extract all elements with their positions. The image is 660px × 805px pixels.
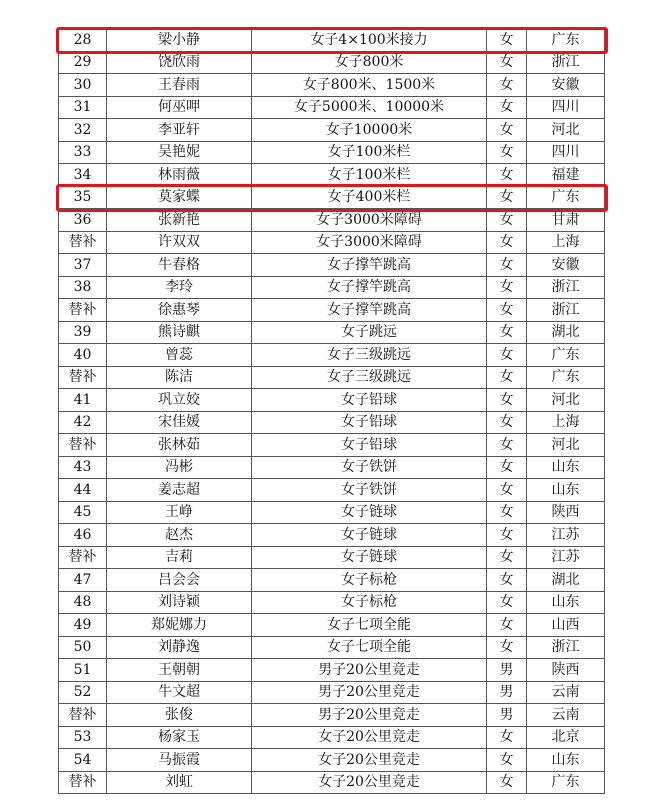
entry-number-cell: 44 [59, 479, 107, 502]
gender-cell: 女 [487, 366, 527, 389]
table-row [59, 96, 605, 119]
province-cell: 广东 [527, 344, 605, 367]
gender-cell: 女 [487, 299, 527, 322]
event-cell: 男子20公里竞走 [252, 704, 487, 727]
gender-cell: 女 [487, 726, 527, 749]
athlete-name-cell: 梁小静 [107, 29, 252, 52]
gender-cell: 女 [487, 29, 527, 52]
province-cell: 广东 [527, 771, 605, 794]
province-cell: 安徽 [527, 74, 605, 97]
gender-cell: 女 [487, 501, 527, 524]
province-cell: 安徽 [527, 254, 605, 277]
table-row [59, 254, 605, 277]
table-row [59, 186, 605, 209]
athlete-name-cell: 李亚轩 [107, 119, 252, 142]
table-row [59, 546, 605, 569]
entry-number-cell: 46 [59, 524, 107, 547]
table-row [59, 636, 605, 659]
gender-cell: 女 [487, 209, 527, 232]
table-row [59, 276, 605, 299]
athlete-name-cell: 姜志超 [107, 479, 252, 502]
athlete-roster-table [58, 28, 605, 794]
event-cell: 女子10000米 [252, 119, 487, 142]
table-row [59, 456, 605, 479]
table-row [59, 501, 605, 524]
event-cell: 女子100米栏 [252, 141, 487, 164]
event-cell: 女子5000米、10000米 [252, 96, 487, 119]
athlete-name-cell: 牛春格 [107, 254, 252, 277]
province-cell: 江苏 [527, 524, 605, 547]
table-row [59, 614, 605, 637]
province-cell: 广东 [527, 366, 605, 389]
gender-cell: 女 [487, 231, 527, 254]
province-cell: 浙江 [527, 636, 605, 659]
entry-number-cell: 32 [59, 119, 107, 142]
gender-cell: 男 [487, 681, 527, 704]
gender-cell: 女 [487, 254, 527, 277]
province-cell: 福建 [527, 164, 605, 187]
athlete-name-cell: 赵杰 [107, 524, 252, 547]
entry-number-cell: 替补 [59, 434, 107, 457]
province-cell: 山西 [527, 614, 605, 637]
province-cell: 浙江 [527, 51, 605, 74]
athlete-name-cell: 张俊 [107, 704, 252, 727]
athlete-name-cell: 刘虹 [107, 771, 252, 794]
event-cell: 女子20公里竞走 [252, 771, 487, 794]
event-cell: 女子400米栏 [252, 186, 487, 209]
province-cell: 广东 [527, 29, 605, 52]
event-cell: 女子撑竿跳高 [252, 254, 487, 277]
athlete-name-cell: 徐惠琴 [107, 299, 252, 322]
entry-number-cell: 34 [59, 164, 107, 187]
table-row [59, 411, 605, 434]
entry-number-cell: 41 [59, 389, 107, 412]
province-cell: 湖北 [527, 569, 605, 592]
gender-cell: 女 [487, 456, 527, 479]
gender-cell: 女 [487, 636, 527, 659]
entry-number-cell: 47 [59, 569, 107, 592]
athlete-name-cell: 牛文超 [107, 681, 252, 704]
event-cell: 女子三级跳远 [252, 366, 487, 389]
table-row [59, 164, 605, 187]
entry-number-cell: 33 [59, 141, 107, 164]
event-cell: 女子铁饼 [252, 479, 487, 502]
table-row [59, 344, 605, 367]
province-cell: 江苏 [527, 546, 605, 569]
province-cell: 山东 [527, 479, 605, 502]
table-row [59, 321, 605, 344]
province-cell: 浙江 [527, 276, 605, 299]
gender-cell: 女 [487, 344, 527, 367]
event-cell: 女子标枪 [252, 569, 487, 592]
gender-cell: 女 [487, 749, 527, 772]
province-cell: 上海 [527, 231, 605, 254]
gender-cell: 男 [487, 659, 527, 682]
event-cell: 女子100米栏 [252, 164, 487, 187]
entry-number-cell: 45 [59, 501, 107, 524]
table-row [59, 389, 605, 412]
athlete-name-cell: 王春雨 [107, 74, 252, 97]
gender-cell: 男 [487, 704, 527, 727]
event-cell: 女子链球 [252, 546, 487, 569]
athlete-name-cell: 曾蕊 [107, 344, 252, 367]
gender-cell: 女 [487, 389, 527, 412]
event-cell: 女子铁饼 [252, 456, 487, 479]
athlete-name-cell: 郑妮娜力 [107, 614, 252, 637]
province-cell: 河北 [527, 389, 605, 412]
athlete-name-cell: 张新艳 [107, 209, 252, 232]
athlete-name-cell: 张林茹 [107, 434, 252, 457]
gender-cell: 女 [487, 96, 527, 119]
province-cell: 浙江 [527, 299, 605, 322]
entry-number-cell: 29 [59, 51, 107, 74]
province-cell: 广东 [527, 186, 605, 209]
event-cell: 女子撑竿跳高 [252, 299, 487, 322]
entry-number-cell: 替补 [59, 231, 107, 254]
athlete-name-cell: 李玲 [107, 276, 252, 299]
gender-cell: 女 [487, 614, 527, 637]
athlete-name-cell: 宋佳媛 [107, 411, 252, 434]
event-cell: 女子20公里竞走 [252, 749, 487, 772]
table-row [59, 299, 605, 322]
gender-cell: 女 [487, 524, 527, 547]
athlete-name-cell: 吴艳妮 [107, 141, 252, 164]
event-cell: 女子铅球 [252, 389, 487, 412]
entry-number-cell: 替补 [59, 546, 107, 569]
province-cell: 山东 [527, 749, 605, 772]
event-cell: 女子七项全能 [252, 614, 487, 637]
entry-number-cell: 38 [59, 276, 107, 299]
event-cell: 女子链球 [252, 524, 487, 547]
table-row [59, 591, 605, 614]
table-row [59, 209, 605, 232]
athlete-name-cell: 林雨薇 [107, 164, 252, 187]
athlete-name-cell: 吕会会 [107, 569, 252, 592]
table-row [59, 659, 605, 682]
table-row [59, 29, 605, 52]
table-row [59, 74, 605, 97]
athlete-name-cell: 马振霞 [107, 749, 252, 772]
roster-body [59, 29, 605, 794]
gender-cell: 女 [487, 591, 527, 614]
gender-cell: 女 [487, 569, 527, 592]
entry-number-cell: 28 [59, 29, 107, 52]
athlete-name-cell: 刘静逸 [107, 636, 252, 659]
province-cell: 北京 [527, 726, 605, 749]
entry-number-cell: 40 [59, 344, 107, 367]
event-cell: 女子铅球 [252, 411, 487, 434]
event-cell: 女子跳远 [252, 321, 487, 344]
event-cell: 女子3000米障碍 [252, 231, 487, 254]
table-row [59, 434, 605, 457]
entry-number-cell: 30 [59, 74, 107, 97]
entry-number-cell: 53 [59, 726, 107, 749]
athlete-name-cell: 陈洁 [107, 366, 252, 389]
event-cell: 女子800米、1500米 [252, 74, 487, 97]
gender-cell: 女 [487, 74, 527, 97]
event-cell: 女子撑竿跳高 [252, 276, 487, 299]
gender-cell: 女 [487, 51, 527, 74]
event-cell: 男子20公里竞走 [252, 659, 487, 682]
province-cell: 陕西 [527, 501, 605, 524]
gender-cell: 女 [487, 186, 527, 209]
athlete-name-cell: 莫家蝶 [107, 186, 252, 209]
athlete-name-cell: 刘诗颖 [107, 591, 252, 614]
entry-number-cell: 49 [59, 614, 107, 637]
table-row [59, 704, 605, 727]
entry-number-cell: 43 [59, 456, 107, 479]
table-row [59, 681, 605, 704]
entry-number-cell: 48 [59, 591, 107, 614]
event-cell: 女子4×100米接力 [252, 29, 487, 52]
table-row [59, 524, 605, 547]
athlete-name-cell: 吉莉 [107, 546, 252, 569]
event-cell: 女子20公里竞走 [252, 726, 487, 749]
athlete-name-cell: 饶欣雨 [107, 51, 252, 74]
province-cell: 河北 [527, 434, 605, 457]
entry-number-cell: 50 [59, 636, 107, 659]
province-cell: 陕西 [527, 659, 605, 682]
entry-number-cell: 42 [59, 411, 107, 434]
gender-cell: 女 [487, 119, 527, 142]
event-cell: 男子20公里竞走 [252, 681, 487, 704]
entry-number-cell: 替补 [59, 771, 107, 794]
event-cell: 女子七项全能 [252, 636, 487, 659]
table-row [59, 479, 605, 502]
athlete-name-cell: 何巫呷 [107, 96, 252, 119]
gender-cell: 女 [487, 164, 527, 187]
province-cell: 云南 [527, 681, 605, 704]
gender-cell: 女 [487, 546, 527, 569]
entry-number-cell: 54 [59, 749, 107, 772]
athlete-name-cell: 王朝朝 [107, 659, 252, 682]
province-cell: 上海 [527, 411, 605, 434]
event-cell: 女子铅球 [252, 434, 487, 457]
event-cell: 女子3000米障碍 [252, 209, 487, 232]
event-cell: 女子链球 [252, 501, 487, 524]
event-cell: 女子800米 [252, 51, 487, 74]
athlete-name-cell: 杨家玉 [107, 726, 252, 749]
province-cell: 湖北 [527, 321, 605, 344]
entry-number-cell: 39 [59, 321, 107, 344]
province-cell: 甘肃 [527, 209, 605, 232]
gender-cell: 女 [487, 141, 527, 164]
province-cell: 四川 [527, 96, 605, 119]
athlete-name-cell: 巩立姣 [107, 389, 252, 412]
table-row [59, 749, 605, 772]
gender-cell: 女 [487, 276, 527, 299]
gender-cell: 女 [487, 321, 527, 344]
entry-number-cell: 替补 [59, 704, 107, 727]
province-cell: 四川 [527, 141, 605, 164]
entry-number-cell: 37 [59, 254, 107, 277]
table-row [59, 51, 605, 74]
athlete-name-cell: 冯彬 [107, 456, 252, 479]
athlete-name-cell: 王峥 [107, 501, 252, 524]
entry-number-cell: 51 [59, 659, 107, 682]
entry-number-cell: 31 [59, 96, 107, 119]
event-cell: 女子三级跳远 [252, 344, 487, 367]
event-cell: 女子标枪 [252, 591, 487, 614]
province-cell: 山东 [527, 456, 605, 479]
table-row [59, 141, 605, 164]
gender-cell: 女 [487, 411, 527, 434]
entry-number-cell: 替补 [59, 366, 107, 389]
table-row [59, 231, 605, 254]
entry-number-cell: 36 [59, 209, 107, 232]
province-cell: 山东 [527, 591, 605, 614]
athlete-name-cell: 许双双 [107, 231, 252, 254]
table-row [59, 569, 605, 592]
table-row [59, 771, 605, 794]
entry-number-cell: 替补 [59, 299, 107, 322]
gender-cell: 女 [487, 771, 527, 794]
province-cell: 云南 [527, 704, 605, 727]
province-cell: 河北 [527, 119, 605, 142]
entry-number-cell: 35 [59, 186, 107, 209]
table-row [59, 726, 605, 749]
gender-cell: 女 [487, 479, 527, 502]
table-row [59, 119, 605, 142]
table-row [59, 366, 605, 389]
entry-number-cell: 52 [59, 681, 107, 704]
gender-cell: 女 [487, 434, 527, 457]
athlete-name-cell: 熊诗麒 [107, 321, 252, 344]
